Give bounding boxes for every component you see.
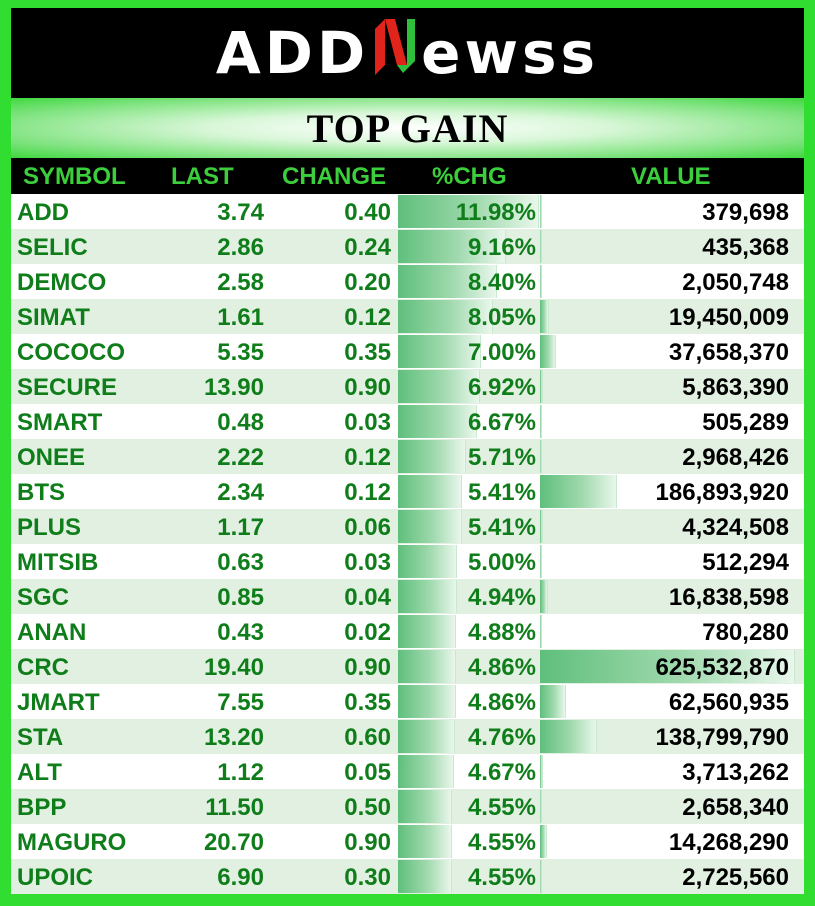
change-cell: 0.12 [344, 479, 391, 506]
pct-change-cell: 4.94% [467, 584, 536, 611]
table-row [11, 369, 804, 404]
value-cell: 14,268,290 [668, 829, 789, 856]
symbol-cell: ONEE [17, 444, 86, 471]
symbol-cell: PLUS [17, 514, 82, 541]
pct-change-cell: 9.16% [467, 234, 536, 261]
value-bar [540, 545, 542, 578]
symbol-cell: BTS [17, 479, 65, 506]
value-bar [540, 825, 547, 858]
table-row [11, 614, 804, 649]
header-last: LAST [171, 163, 234, 190]
last-cell: 1.12 [217, 759, 264, 786]
pct-change-cell: 4.55% [467, 864, 536, 891]
change-cell: 0.24 [344, 234, 391, 261]
title-band [11, 98, 804, 158]
value-cell: 780,280 [702, 619, 789, 646]
value-cell: 3,713,262 [682, 759, 789, 786]
symbol-cell: JMART [17, 689, 100, 716]
pct-bar [398, 650, 456, 683]
value-bar [540, 580, 548, 613]
brand-logo [216, 15, 599, 91]
table-row [11, 684, 804, 719]
pct-bar [398, 510, 462, 543]
header-value: VALUE [631, 163, 711, 190]
last-cell: 13.20 [203, 724, 264, 751]
last-cell: 2.22 [217, 444, 264, 471]
pct-bar [398, 825, 452, 858]
last-cell: 1.17 [217, 514, 264, 541]
value-bar [540, 370, 543, 403]
pct-bar [398, 790, 452, 823]
value-cell: 625,532,870 [655, 654, 789, 681]
logo-text-left: ADD [215, 19, 370, 87]
symbol-cell: ALT [17, 759, 62, 786]
symbol-cell: COCOCO [17, 339, 125, 366]
change-cell: 0.03 [344, 409, 391, 436]
last-cell: 3.74 [217, 199, 264, 226]
pct-bar [398, 405, 477, 438]
change-cell: 0.02 [344, 619, 391, 646]
value-bar [540, 230, 542, 263]
pct-bar [398, 615, 456, 648]
value-cell: 2,725,560 [682, 864, 789, 891]
table-row [11, 649, 804, 684]
table-row [11, 404, 804, 439]
table-row [11, 334, 804, 369]
pct-change-cell: 4.55% [467, 794, 536, 821]
value-bar [540, 300, 549, 333]
last-cell: 0.85 [217, 584, 264, 611]
pct-bar [398, 440, 466, 473]
table-row [11, 859, 804, 894]
logo-n-mark [371, 15, 419, 91]
value-cell: 2,658,340 [682, 794, 789, 821]
value-cell: 138,799,790 [655, 724, 789, 751]
value-cell: 379,698 [702, 199, 789, 226]
value-cell: 2,050,748 [682, 269, 789, 296]
symbol-cell: SELIC [17, 234, 88, 261]
last-cell: 2.34 [217, 479, 264, 506]
pct-change-cell: 7.00% [467, 339, 536, 366]
pct-bar [398, 580, 457, 613]
value-cell: 5,863,390 [682, 374, 789, 401]
last-cell: 13.90 [203, 374, 264, 401]
value-cell: 512,294 [702, 549, 789, 576]
pct-bar [398, 475, 462, 508]
value-bar [540, 475, 617, 508]
table-row [11, 754, 804, 789]
table-row [11, 544, 804, 579]
symbol-cell: CRC [17, 654, 69, 681]
symbol-cell: ADD [17, 199, 69, 226]
header-pct: %CHG [432, 163, 507, 190]
change-cell: 0.20 [344, 269, 391, 296]
symbol-cell: BPP [17, 794, 67, 821]
last-cell: 2.86 [217, 234, 264, 261]
table-row [11, 509, 804, 544]
change-cell: 0.12 [344, 304, 391, 331]
change-cell: 0.05 [344, 759, 391, 786]
change-cell: 0.35 [344, 339, 391, 366]
table-row [11, 824, 804, 859]
value-bar [540, 265, 542, 298]
header-change: CHANGE [282, 163, 387, 190]
pct-change-cell: 5.41% [467, 514, 536, 541]
pct-bar [398, 685, 456, 718]
symbol-cell: MITSIB [17, 549, 99, 576]
change-cell: 0.35 [344, 689, 391, 716]
table-row [11, 264, 804, 299]
pct-change-cell: 6.67% [467, 409, 536, 436]
change-cell: 0.30 [344, 864, 391, 891]
value-cell: 505,289 [702, 409, 789, 436]
value-bar [540, 860, 542, 893]
header-symbol: SYMBOL [23, 163, 126, 190]
pct-change-cell: 6.92% [467, 374, 536, 401]
change-cell: 0.90 [344, 654, 391, 681]
table-row [11, 439, 804, 474]
n-mark-icon [371, 15, 419, 77]
value-cell: 19,450,009 [668, 304, 789, 331]
value-bar [540, 755, 543, 788]
value-bar [540, 335, 556, 368]
pct-bar [398, 720, 455, 753]
pct-change-cell: 11.98% [455, 199, 536, 226]
symbol-cell: UPOIC [17, 864, 94, 891]
pct-change-cell: 5.71% [467, 444, 536, 471]
table-row [11, 719, 804, 754]
pct-change-cell: 4.88% [467, 619, 536, 646]
symbol-cell: DEMCO [17, 269, 107, 296]
pct-change-cell: 4.86% [467, 689, 536, 716]
last-cell: 2.58 [217, 269, 264, 296]
brand-banner [11, 8, 804, 98]
value-bar [540, 510, 543, 543]
last-cell: 11.50 [205, 794, 264, 821]
value-bar [540, 615, 542, 648]
value-bar [540, 685, 566, 718]
change-cell: 0.90 [344, 829, 391, 856]
pct-change-cell: 4.86% [467, 654, 536, 681]
symbol-cell: SIMAT [17, 304, 90, 331]
pct-bar [398, 755, 454, 788]
pct-change-cell: 4.55% [467, 829, 536, 856]
table-row [11, 299, 804, 334]
pct-change-cell: 4.67% [467, 759, 536, 786]
last-cell: 0.63 [217, 549, 264, 576]
value-cell: 16,838,598 [668, 584, 789, 611]
change-cell: 0.40 [344, 199, 391, 226]
table-row [11, 229, 804, 264]
last-cell: 19.40 [203, 654, 264, 681]
value-cell: 435,368 [702, 234, 789, 261]
value-bar [540, 720, 597, 753]
symbol-cell: MAGURO [17, 829, 127, 856]
change-cell: 0.04 [344, 584, 391, 611]
change-cell: 0.06 [344, 514, 391, 541]
pct-change-cell: 8.05% [467, 304, 536, 331]
table-row [11, 474, 804, 509]
change-cell: 0.90 [344, 374, 391, 401]
last-cell: 20.70 [203, 829, 264, 856]
pct-bar [398, 860, 452, 893]
change-cell: 0.50 [344, 794, 391, 821]
change-cell: 0.60 [344, 724, 391, 751]
last-cell: 7.55 [217, 689, 264, 716]
symbol-cell: STA [17, 724, 64, 751]
value-bar [540, 405, 542, 438]
pct-change-cell: 8.40% [467, 269, 536, 296]
value-bar [540, 195, 542, 228]
value-cell: 186,893,920 [655, 479, 789, 506]
logo-text-right: ewss [421, 19, 600, 87]
table-row [11, 194, 804, 229]
value-cell: 37,658,370 [668, 339, 789, 366]
last-cell: 0.43 [217, 619, 264, 646]
pct-bar [398, 545, 457, 578]
symbol-cell: SECURE [17, 374, 118, 401]
value-cell: 4,324,508 [682, 514, 789, 541]
table-row [11, 579, 804, 614]
value-bar [540, 440, 542, 473]
change-cell: 0.12 [344, 444, 391, 471]
table-row [11, 789, 804, 824]
symbol-cell: SMART [17, 409, 103, 436]
change-cell: 0.03 [344, 549, 391, 576]
last-cell: 1.61 [217, 304, 264, 331]
value-cell: 2,968,426 [682, 444, 789, 471]
last-cell: 5.35 [217, 339, 264, 366]
pct-change-cell: 5.41% [467, 479, 536, 506]
pct-change-cell: 5.00% [467, 549, 536, 576]
symbol-cell: SGC [17, 584, 70, 611]
table-header [11, 158, 804, 194]
value-bar [540, 790, 542, 823]
symbol-cell: ANAN [17, 619, 87, 646]
value-cell: 62,560,935 [668, 689, 789, 716]
pct-change-cell: 4.76% [467, 724, 536, 751]
last-cell: 6.90 [217, 864, 264, 891]
last-cell: 0.48 [217, 409, 264, 436]
page-title: TOP GAIN [306, 105, 509, 151]
